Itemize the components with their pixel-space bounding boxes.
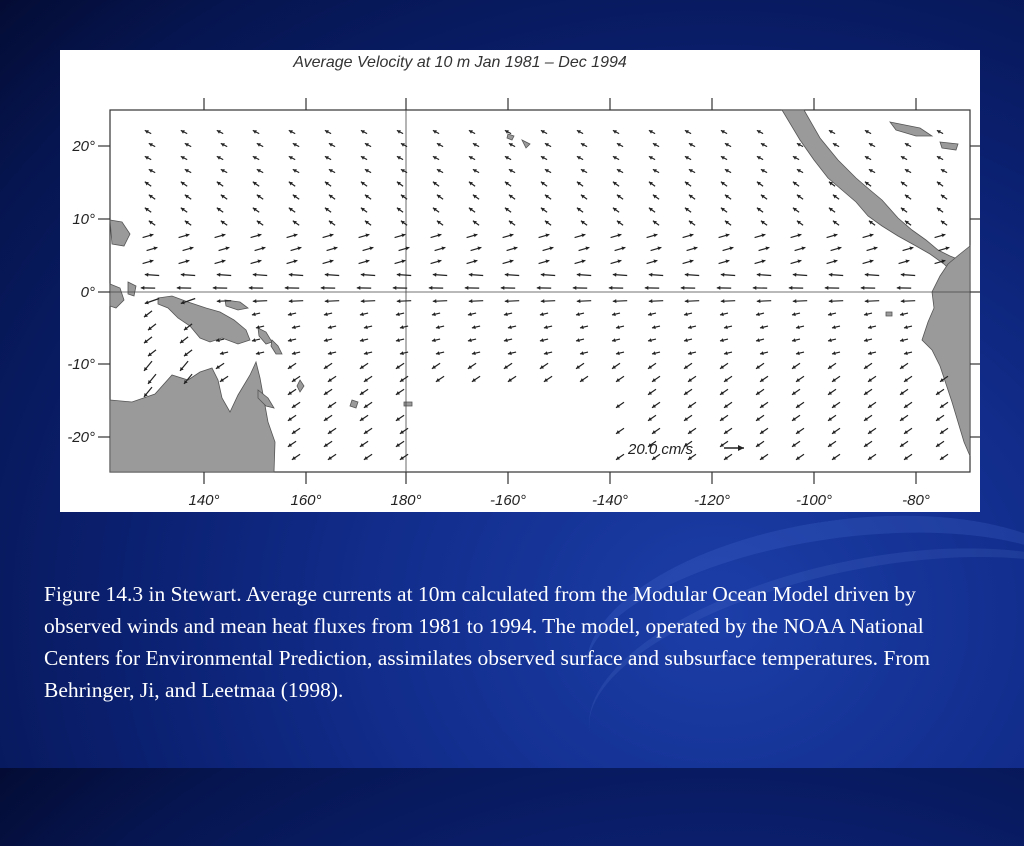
lat-label-20n: 20° [71,138,95,155]
lon-label-m80: -80° [902,492,930,509]
velocity-map [60,50,980,512]
galapagos-land [886,312,892,316]
fiji-land [350,400,358,408]
lon-label-m120: -120° [694,492,730,509]
lat-label-10s: -10° [67,356,95,373]
lon-label-m160: -160° [490,492,526,509]
lon-label-180: 180° [390,492,421,509]
samoa-land [404,402,412,406]
lat-label-0: 0° [81,284,95,301]
lat-label-20s: -20° [67,429,95,446]
lon-label-160: 160° [290,492,321,509]
lon-label-m100: -100° [796,492,832,509]
lat-label-10n: 10° [72,211,95,228]
lon-label-140: 140° [188,492,219,509]
map-title: Average Velocity at 10 m Jan 1981 – Dec 1994 [292,54,627,71]
scale-label: 20.0 cm/s [627,441,694,458]
figure-caption: Figure 14.3 in Stewart. Average currents at 10m calculated from the Modular Ocean Model driven by observed winds and mean heat fluxes from 1981 to 1994. The model, operated by the NOAA National Centers for Environmental Prediction, assimilates observed surface and subsurface temperatures. From Behringer, Ji, and Leetmaa (1998). [44,578,964,706]
current-velocity-figure [60,50,980,512]
lon-label-m140: -140° [592,492,628,509]
